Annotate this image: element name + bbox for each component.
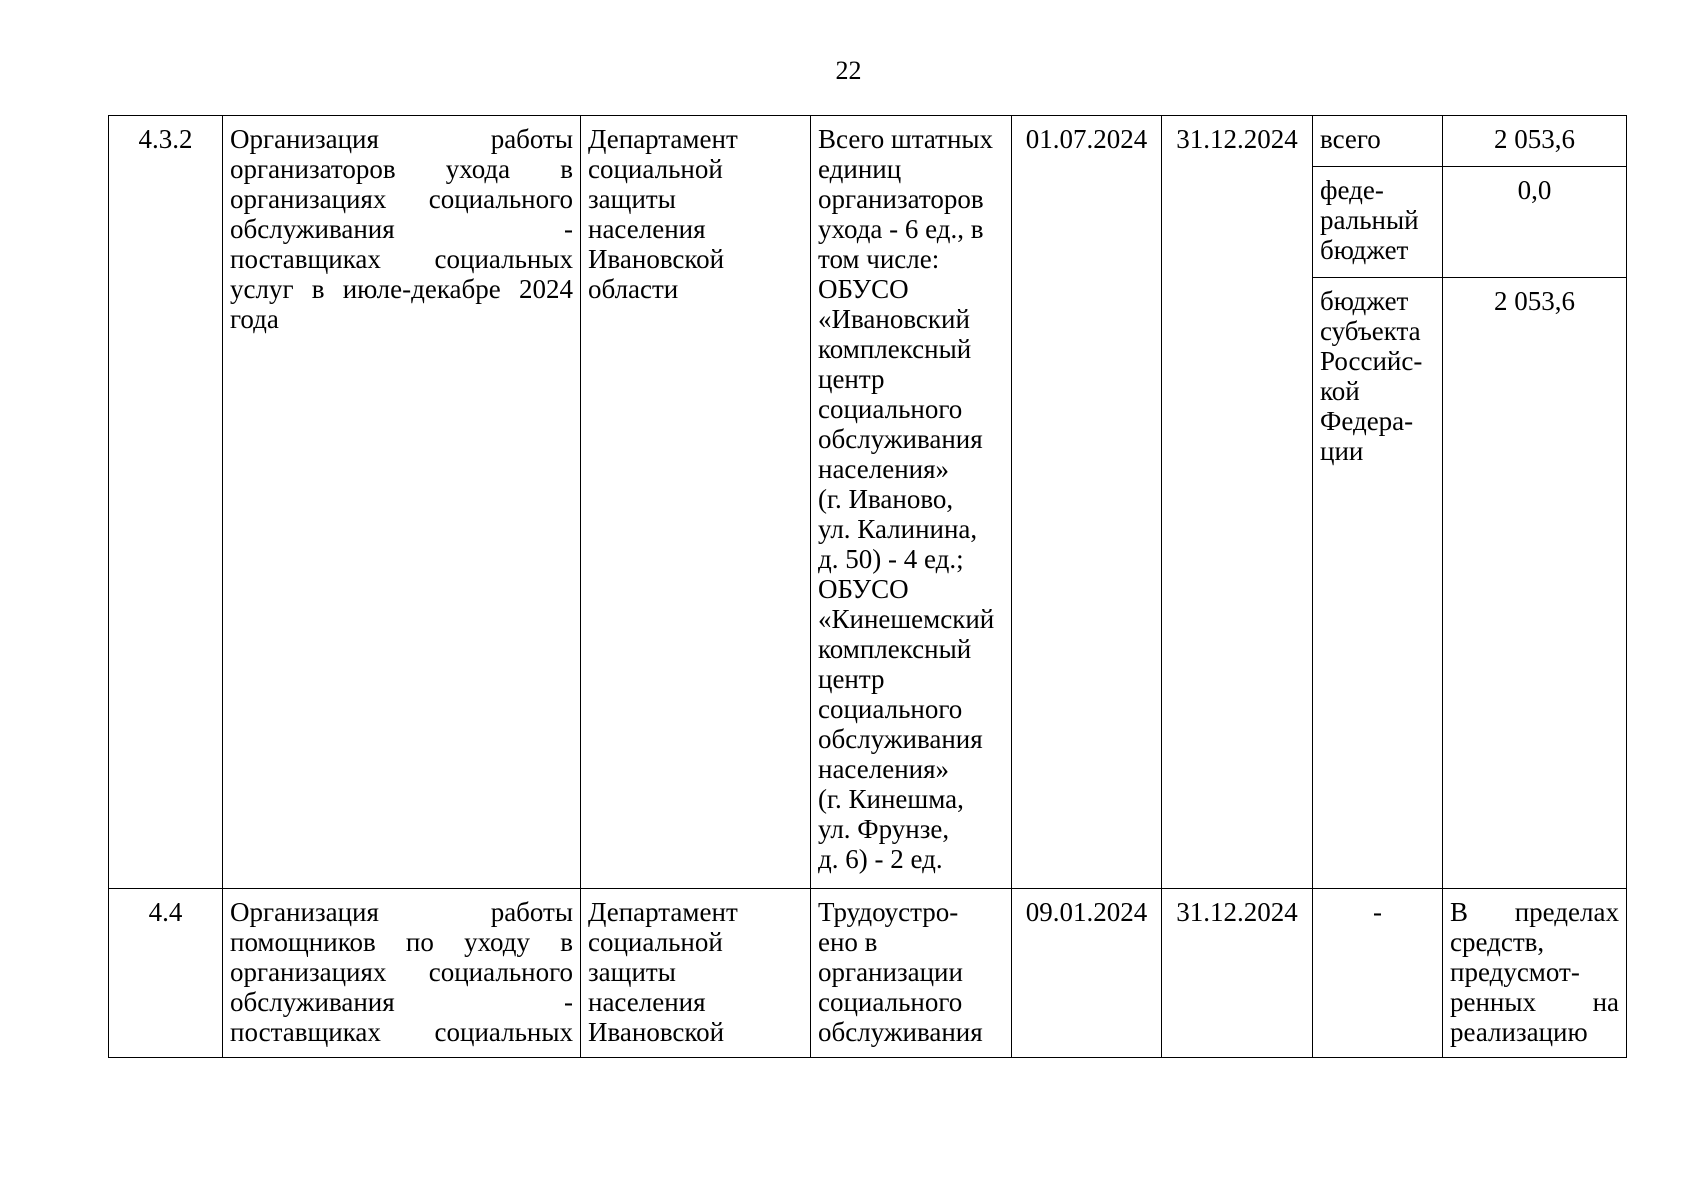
text-line: Федера-: [1320, 406, 1414, 436]
word: социального: [428, 184, 573, 214]
text-line: населения»: [818, 754, 950, 784]
end-date-cell: [1162, 116, 1313, 889]
text-line: бюджет: [1320, 286, 1409, 316]
text-line: ул. Калинина,: [818, 514, 978, 544]
text-line: Российс-: [1320, 346, 1423, 376]
text-line: защиты: [588, 957, 676, 987]
word: социальных: [434, 244, 573, 274]
word: помощников: [230, 927, 376, 957]
text-line: «Кинешемский: [818, 604, 995, 634]
text-line: Департамент: [588, 897, 738, 927]
text-line: Всего штатных: [818, 124, 994, 154]
text-line: обслуживания: [818, 1017, 983, 1047]
text-line: ухода - 6 ед., в: [818, 214, 984, 244]
plan-table: [108, 115, 1627, 1058]
word: организациях: [230, 184, 387, 214]
start-date-cell: [1012, 116, 1162, 889]
word: -: [564, 214, 573, 244]
activity-title: [230, 124, 573, 334]
text-line: ено в: [818, 927, 878, 957]
word: 2024: [519, 274, 573, 304]
funding-amount-cell: [1443, 889, 1627, 1058]
row-number-cell: [109, 116, 223, 889]
word: социальных: [434, 1017, 573, 1047]
text-line: том числе:: [818, 244, 940, 274]
result-text: [818, 897, 1004, 1047]
activity-title: [230, 897, 573, 1047]
text-line: центр: [818, 364, 885, 394]
table-row: [109, 889, 1627, 1058]
executor-cell: [581, 889, 811, 1058]
word: социального: [428, 957, 573, 987]
funding-source: [1320, 175, 1435, 265]
text-line: д. 50) - 4 ед.;: [818, 544, 964, 574]
word: в: [311, 274, 325, 304]
text-line: кой: [1320, 376, 1360, 406]
text-line: [230, 244, 573, 274]
executor-cell: [581, 116, 811, 889]
text-line: бюджет: [1320, 235, 1409, 265]
text-line: [230, 184, 573, 214]
word: -: [564, 987, 573, 1017]
text-line: населения: [588, 214, 706, 244]
funding-source-cell: [1313, 116, 1443, 167]
text-line: [230, 274, 573, 304]
result-cell: [811, 889, 1012, 1058]
word: Организация: [230, 124, 379, 154]
text-line: комплексный: [818, 634, 972, 664]
text-line: феде-: [1320, 175, 1384, 205]
text-line: д. 6) - 2 ед.: [818, 844, 943, 874]
text-line: обслуживания: [818, 424, 983, 454]
word: в: [560, 927, 573, 957]
start-date: 01.07.2024: [1025, 124, 1148, 154]
funding-amount: [1450, 897, 1619, 1047]
text-line: населения: [588, 987, 706, 1017]
word: по: [405, 927, 434, 957]
result-text: [818, 124, 1009, 874]
text-line: ОБУСО: [818, 574, 909, 604]
funding-source-cell: [1313, 167, 1443, 278]
text-line: Ивановской: [588, 1017, 725, 1047]
text-line: социальной: [588, 927, 723, 957]
text-line: населения»: [818, 454, 950, 484]
text-line: [230, 957, 573, 987]
funding-source-cell: [1313, 278, 1443, 889]
text-line: года: [230, 304, 279, 334]
text-line: (г. Иваново,: [818, 484, 954, 514]
word: организациях: [230, 957, 387, 987]
text-line: «Ивановский: [818, 304, 970, 334]
end-date: 31.12.2024: [1176, 124, 1298, 154]
text-line: реализацию: [1450, 1017, 1588, 1047]
activity-title-cell: [223, 889, 581, 1058]
word: поставщиках: [230, 244, 381, 274]
text-line: комплексный: [818, 334, 972, 364]
text-line: обслуживания: [818, 724, 983, 754]
text-line: Департамент: [588, 124, 738, 154]
table-row: [109, 116, 1627, 167]
text-line: центр: [818, 664, 885, 694]
funding-amount-cell: [1443, 116, 1627, 167]
funding-source: [1320, 286, 1435, 466]
text-line: [1450, 897, 1619, 927]
row-number: 4.4: [148, 897, 183, 927]
row-number-cell: [109, 889, 223, 1058]
row-number: 4.3.2: [138, 124, 193, 154]
text-line: Трудоустро-: [818, 897, 959, 927]
result-cell: [811, 116, 1012, 889]
text-line: ул. Фрунзе,: [818, 814, 950, 844]
word: В: [1450, 897, 1469, 927]
text-line: [230, 1017, 573, 1047]
text-line: социального: [818, 694, 963, 724]
text-line: предусмот-: [1450, 957, 1580, 987]
word: работы: [490, 897, 573, 927]
start-date: 09.01.2024: [1025, 897, 1148, 927]
text-line: организации: [818, 957, 963, 987]
text-line: [230, 154, 573, 184]
funding-source: [1320, 124, 1435, 154]
word: в: [560, 154, 573, 184]
text-line: ции: [1320, 436, 1364, 466]
text-line: [230, 897, 573, 927]
word: июле-декабре: [342, 274, 501, 304]
text-line: [1450, 987, 1619, 1017]
text-line: Ивановской: [588, 244, 725, 274]
text-line: защиты: [588, 184, 676, 214]
word: ухода: [445, 154, 511, 184]
funding-source-cell: [1313, 889, 1443, 1058]
funding-amount-cell: [1443, 278, 1627, 889]
end-date-cell: [1162, 889, 1313, 1058]
word: пределах: [1514, 897, 1619, 927]
word: обслуживания: [230, 214, 395, 244]
funding-amount: 2 053,6: [1494, 124, 1575, 154]
executor-text: [588, 897, 803, 1047]
end-date: 31.12.2024: [1176, 897, 1298, 927]
activity-title-cell: [223, 116, 581, 889]
text-line: организаторов: [818, 184, 984, 214]
text-line: средств,: [1450, 927, 1545, 957]
funding-amount: 2 053,6: [1494, 286, 1575, 316]
word: Организация: [230, 897, 379, 927]
text-line: (г. Кинешма,: [818, 784, 964, 814]
text-line: социальной: [588, 154, 723, 184]
text-line: [230, 124, 573, 154]
text-line: ральный: [1320, 205, 1419, 235]
funding-amount: 0,0: [1517, 175, 1552, 205]
word: услуг: [230, 274, 294, 304]
word: организаторов: [230, 154, 396, 184]
word: на: [1592, 987, 1619, 1017]
text-line: социального: [818, 394, 963, 424]
text-line: социального: [818, 987, 963, 1017]
text-line: области: [588, 274, 679, 304]
word: ренных: [1450, 987, 1537, 1017]
executor-text: [588, 124, 803, 304]
text-line: всего: [1320, 124, 1381, 154]
word: поставщиках: [230, 1017, 381, 1047]
word: работы: [490, 124, 573, 154]
text-line: единиц: [818, 154, 902, 184]
text-line: субъекта: [1320, 316, 1421, 346]
text-line: [230, 987, 573, 1017]
start-date-cell: [1012, 889, 1162, 1058]
text-line: [230, 927, 573, 957]
funding-amount-cell: [1443, 167, 1627, 278]
text-line: ОБУСО: [818, 274, 909, 304]
page-number: 22: [835, 56, 862, 85]
word: обслуживания: [230, 987, 395, 1017]
text-line: [230, 214, 573, 244]
word: уходу: [464, 927, 531, 957]
funding-source: -: [1373, 897, 1382, 927]
